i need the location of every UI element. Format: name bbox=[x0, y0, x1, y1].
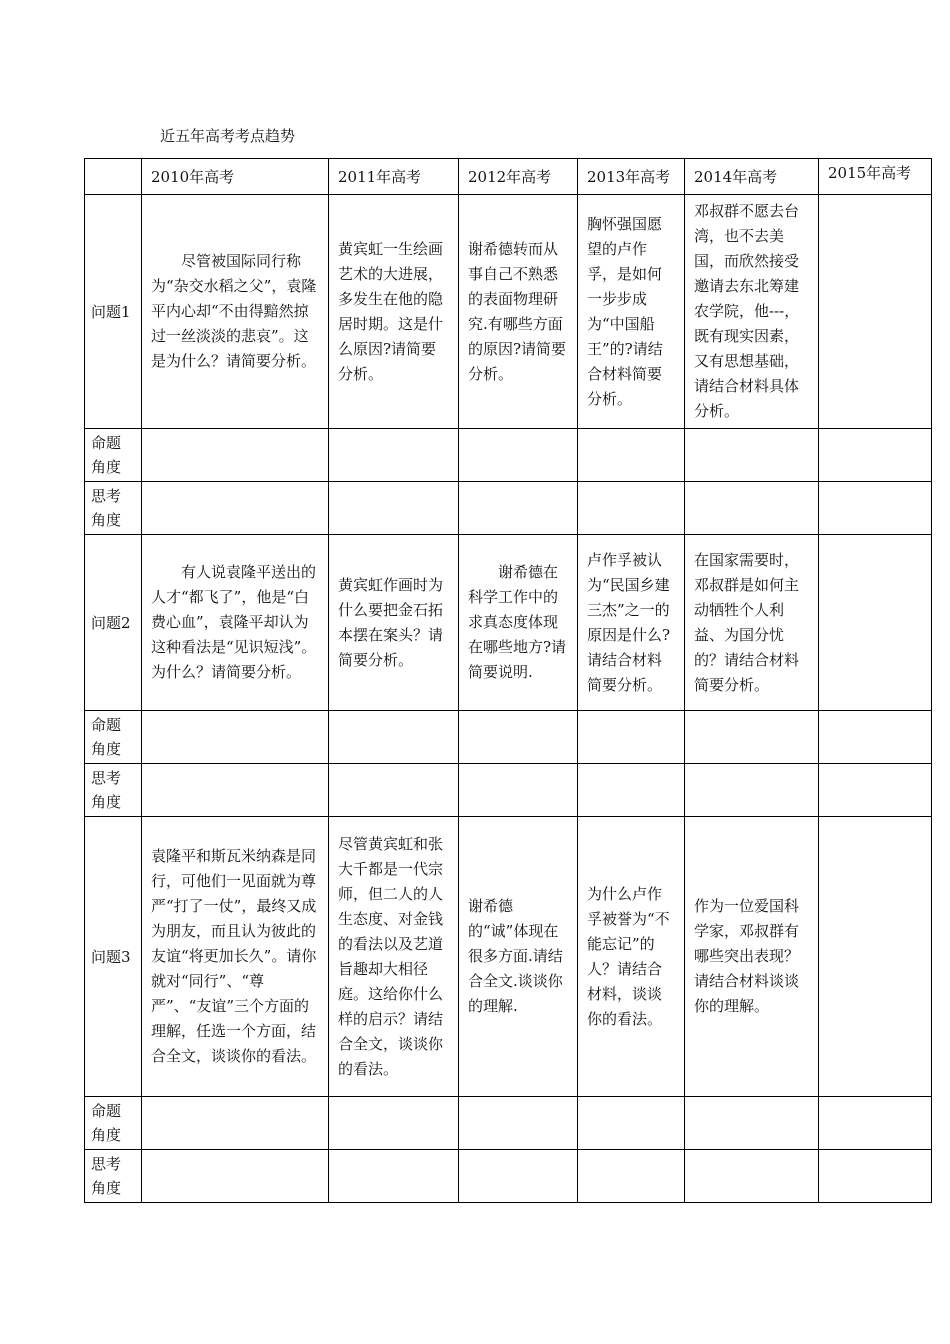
year-header-2015: 2015年高考 bbox=[819, 159, 932, 195]
question-3-2014: 作为一位爱国科学家，邓叔群有哪些突出表现？请结合材料谈谈你的理解。 bbox=[685, 817, 819, 1097]
question-1-2011: 黄宾虹一生绘画艺术的大进展，多发生在他的隐居时期。这是什么原因?请简要分析。 bbox=[329, 195, 459, 429]
row-label-think: 思考角度 bbox=[85, 482, 142, 535]
empty-cell bbox=[459, 764, 578, 817]
page-title: 近五年高考考点趋势 bbox=[160, 127, 296, 145]
empty-cell bbox=[142, 764, 329, 817]
table-header-row bbox=[85, 159, 932, 195]
row-label-think: 思考角度 bbox=[85, 764, 142, 817]
empty-cell bbox=[819, 482, 932, 535]
empty-cell bbox=[578, 764, 685, 817]
empty-cell bbox=[819, 429, 932, 482]
empty-cell bbox=[142, 1150, 329, 1203]
table-row bbox=[85, 1097, 932, 1150]
empty-cell bbox=[685, 1097, 819, 1150]
empty-cell bbox=[142, 429, 329, 482]
row-label-question-2: 问题2 bbox=[85, 535, 142, 711]
question-3-2010: 袁隆平和斯瓦米纳森是同行，可他们一见面就为尊严“打了一仗”，最终又成为朋友，而且认为彼此的友谊“将更加长久”。请你就对“同行”、“尊严”、“友谊”三个方面的理解，任选一个方面，结合全文，谈谈你的看法。 bbox=[142, 817, 329, 1097]
empty-cell bbox=[329, 482, 459, 535]
empty-cell bbox=[142, 711, 329, 764]
table-row bbox=[85, 1150, 932, 1203]
question-3-2013: 为什么卢作孚被誉为“不能忘记”的人？请结合材料，谈谈你的看法。 bbox=[578, 817, 685, 1097]
table-row bbox=[85, 817, 932, 1097]
row-label-question-1: 问题1 bbox=[85, 195, 142, 429]
year-header-2014: 2014年高考 bbox=[685, 159, 819, 195]
row-label-angle: 命题角度 bbox=[85, 1097, 142, 1150]
empty-cell bbox=[459, 482, 578, 535]
empty-cell bbox=[142, 1097, 329, 1150]
empty-cell bbox=[578, 1150, 685, 1203]
empty-cell bbox=[578, 711, 685, 764]
empty-cell bbox=[459, 711, 578, 764]
year-header-2011: 2011年高考 bbox=[329, 159, 459, 195]
table-row bbox=[85, 535, 932, 711]
row-label-angle: 命题角度 bbox=[85, 711, 142, 764]
empty-cell bbox=[578, 1097, 685, 1150]
empty-cell bbox=[685, 711, 819, 764]
question-3-2011: 尽管黄宾虹和张大千都是一代宗师，但二人的人生态度、对金钱的看法以及艺道旨趣却大相径庭。这给你什么样的启示？请结合全文，谈谈你的看法。 bbox=[329, 817, 459, 1097]
year-header-2012: 2012年高考 bbox=[459, 159, 578, 195]
question-2-2010: 有人说袁隆平送出的人才“都飞了”，他是“白费心血”，袁隆平却认为这种看法是“见识短浅”。为什么？请简要分析。 bbox=[142, 535, 329, 711]
empty-cell bbox=[459, 429, 578, 482]
empty-cell bbox=[578, 429, 685, 482]
empty-cell bbox=[819, 711, 932, 764]
empty-cell bbox=[329, 1097, 459, 1150]
question-2-2012: 谢希德在科学工作中的求真态度体现在哪些地方?请简要说明. bbox=[459, 535, 578, 711]
empty-cell bbox=[578, 482, 685, 535]
table-row bbox=[85, 429, 932, 482]
question-1-2010: 尽管被国际同行称为“杂交水稻之父”，袁隆平内心却“不由得黯然掠过一丝淡淡的悲哀”。这是为什么？请简要分析。 bbox=[142, 195, 329, 429]
table-row bbox=[85, 195, 932, 429]
empty-cell bbox=[459, 1097, 578, 1150]
question-1-2015 bbox=[819, 195, 932, 429]
question-2-2014: 在国家需要时，邓叔群是如何主动牺牲个人利益、为国分忧的？请结合材料简要分析。 bbox=[685, 535, 819, 711]
question-2-2013: 卢作孚被认为“民国乡建三杰”之一的原因是什么?请结合材料简要分析。 bbox=[578, 535, 685, 711]
empty-cell bbox=[329, 764, 459, 817]
empty-cell bbox=[819, 1150, 932, 1203]
exam-trend-table bbox=[84, 158, 932, 1203]
question-1-2014: 邓叔群不愿去台湾，也不去美国，而欣然接受邀请去东北筹建农学院，他---，既有现实因素，又有思想基础，请结合材料具体分析。 bbox=[685, 195, 819, 429]
question-1-2012: 谢希德转而从事自己不熟悉的表面物理研究.有哪些方面的原因?请简要分析。 bbox=[459, 195, 578, 429]
year-header-2013: 2013年高考 bbox=[578, 159, 685, 195]
empty-cell bbox=[819, 764, 932, 817]
question-3-2012: 谢希德的“诚”体现在很多方面.请结合全文.谈谈你的理解. bbox=[459, 817, 578, 1097]
empty-cell bbox=[329, 1150, 459, 1203]
empty-cell bbox=[685, 429, 819, 482]
empty-cell bbox=[819, 1097, 932, 1150]
question-1-2013: 胸怀强国愿望的卢作孚，是如何一步步成为“中国船王”的?请结合材料简要分析。 bbox=[578, 195, 685, 429]
empty-cell bbox=[685, 764, 819, 817]
row-label-question-3: 问题3 bbox=[85, 817, 142, 1097]
question-2-2011: 黄宾虹作画时为什么要把金石拓本摆在案头？请简要分析。 bbox=[329, 535, 459, 711]
table-row bbox=[85, 711, 932, 764]
empty-cell bbox=[459, 1150, 578, 1203]
empty-cell bbox=[685, 1150, 819, 1203]
empty-cell bbox=[142, 482, 329, 535]
row-label-think: 思考角度 bbox=[85, 1150, 142, 1203]
empty-cell bbox=[329, 711, 459, 764]
question-2-2015 bbox=[819, 535, 932, 711]
empty-cell bbox=[685, 482, 819, 535]
year-header-2010: 2010年高考 bbox=[142, 159, 329, 195]
table-row bbox=[85, 764, 932, 817]
row-label-angle: 命题角度 bbox=[85, 429, 142, 482]
table-row bbox=[85, 482, 932, 535]
header-corner-cell bbox=[85, 159, 142, 195]
empty-cell bbox=[329, 429, 459, 482]
question-3-2015 bbox=[819, 817, 932, 1097]
